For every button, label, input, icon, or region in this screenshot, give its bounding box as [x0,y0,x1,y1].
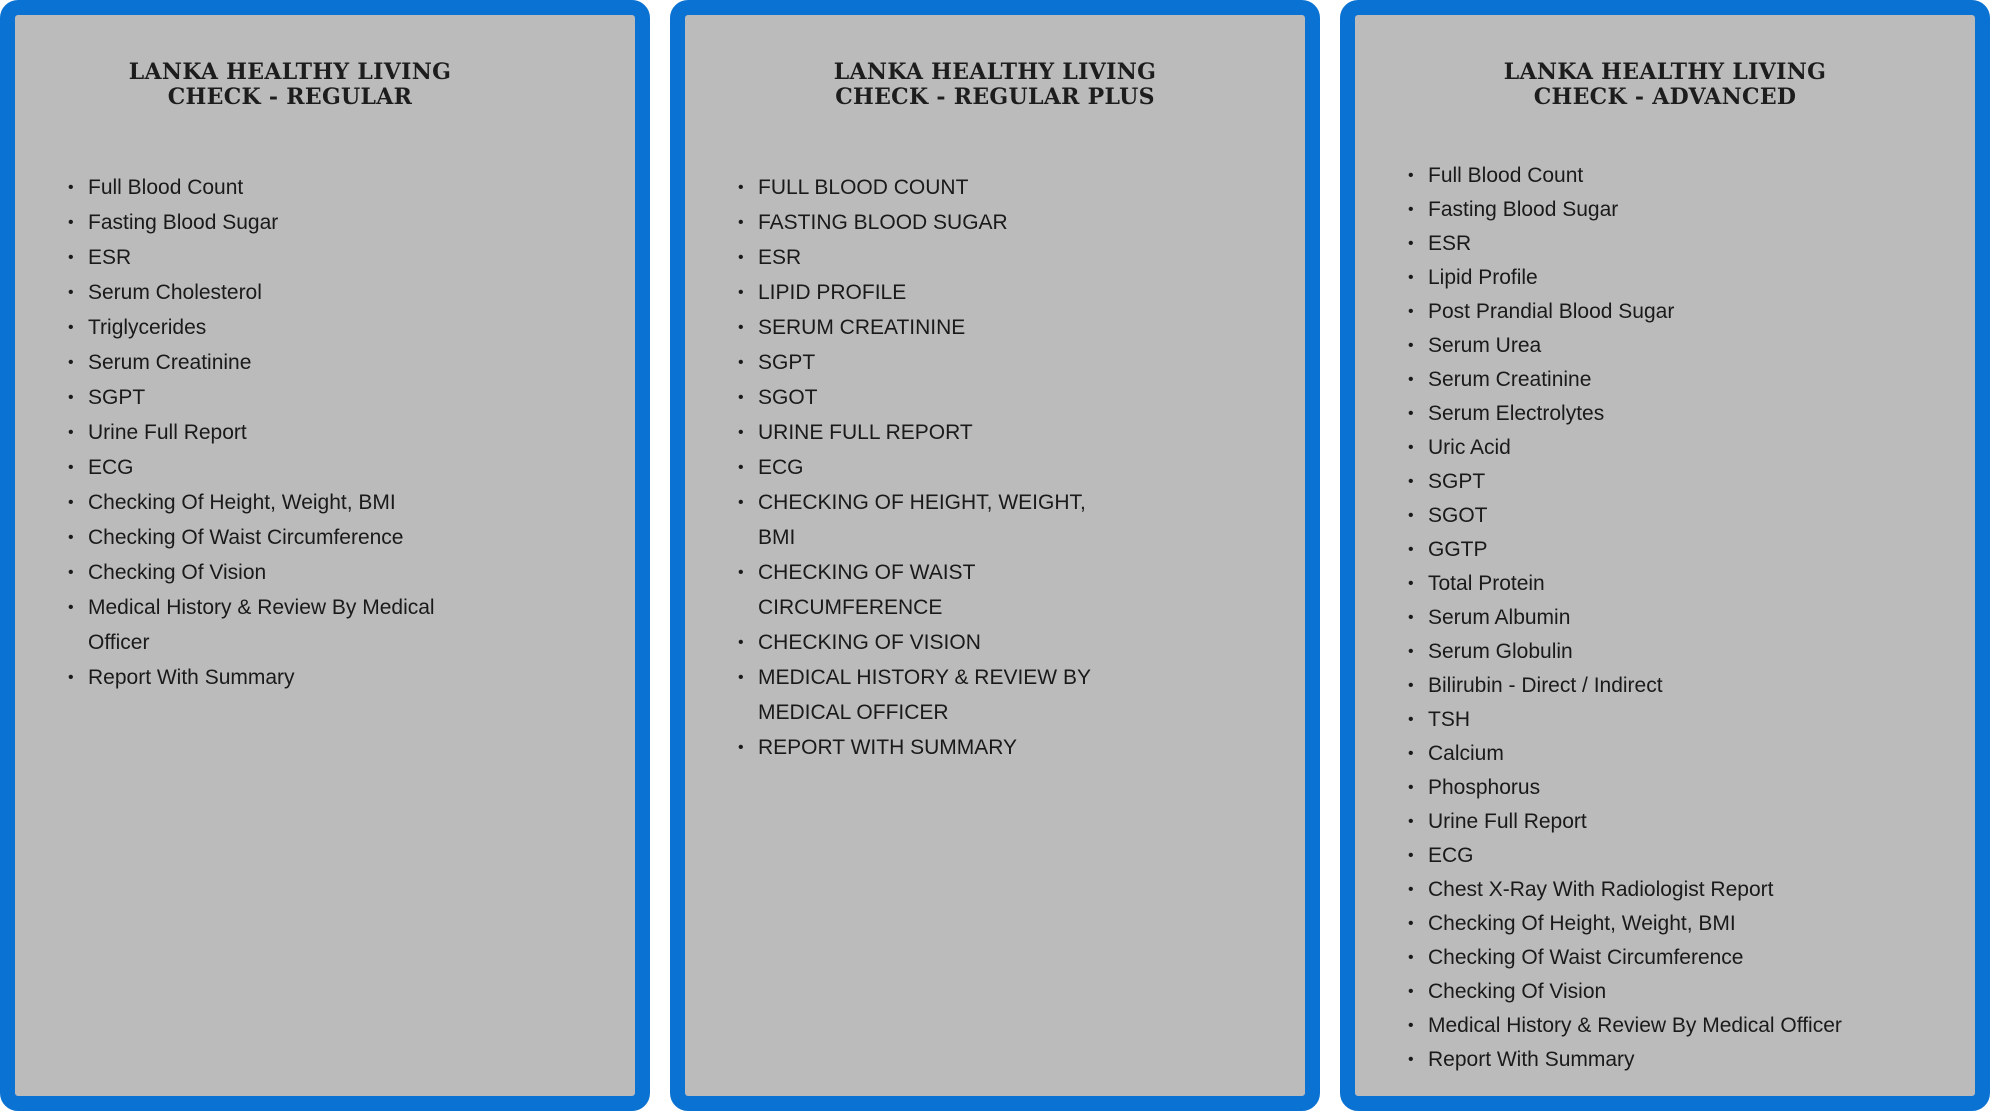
test-item: • SERUM CREATININE [738,310,1118,345]
package-title-line-1: LANKA HEALTHY LIVING [128,59,452,85]
package-title-line-2: CHECK - ADVANCED [1533,84,1797,110]
test-item: • SGPT [1408,465,1968,499]
test-item: • GGTP [1408,533,1968,567]
test-item: • ECG [738,450,1118,485]
test-item: • Report With Summary [1408,1043,1968,1077]
test-item: • Urine Full Report [1408,805,1968,839]
test-item: • Full Blood Count [68,170,448,205]
test-item: • Serum Albumin [1408,601,1968,635]
test-list [68,170,448,695]
package-title-line-1: LANKA HEALTHY LIVING [833,59,1157,85]
test-item: • SGOT [738,380,1118,415]
test-item: • Checking Of Vision [1408,975,1968,1009]
package-card-advanced [1340,0,1990,1111]
test-item: • Checking Of Waist Circumference [1408,941,1968,975]
test-list [1408,159,1968,1077]
test-item: • Bilirubin - Direct / Indirect [1408,669,1968,703]
test-item: • LIPID PROFILE [738,275,1118,310]
package-title [15,15,565,110]
package-title [1355,15,1975,110]
test-item: • Triglycerides [68,310,448,345]
test-item: • FULL BLOOD COUNT [738,170,1118,205]
test-item: • Serum Globulin [1408,635,1968,669]
package-card-regular [0,0,650,1111]
test-item: • ECG [68,450,448,485]
test-item: • CHECKING OF WAIST CIRCUMFERENCE [738,555,1118,625]
test-item: • FASTING BLOOD SUGAR [738,205,1118,240]
test-item: • ESR [1408,227,1968,261]
test-item: • Serum Electrolytes [1408,397,1968,431]
test-item: • Uric Acid [1408,431,1968,465]
test-item: • Medical History & Review By Medical Officer [68,590,448,660]
test-item: • SGOT [1408,499,1968,533]
test-item: • Chest X-Ray With Radiologist Report [1408,873,1968,907]
test-item: • Serum Urea [1408,329,1968,363]
test-item: • Fasting Blood Sugar [68,205,448,240]
test-item: • ESR [68,240,448,275]
test-item: • Phosphorus [1408,771,1968,805]
package-title-line-2: CHECK - REGULAR [167,84,413,110]
test-item: • SGPT [68,380,448,415]
test-item: • Report With Summary [68,660,448,695]
test-item: • REPORT WITH SUMMARY [738,730,1118,765]
test-item: • Serum Creatinine [68,345,448,380]
test-item: • Fasting Blood Sugar [1408,193,1968,227]
test-item: • Lipid Profile [1408,261,1968,295]
package-title [685,15,1305,110]
test-item: • Medical History & Review By Medical Officer [1408,1009,1968,1043]
test-item: • CHECKING OF VISION [738,625,1118,660]
test-item: • CHECKING OF HEIGHT, WEIGHT, BMI [738,485,1118,555]
test-item: • ESR [738,240,1118,275]
test-item: • MEDICAL HISTORY & REVIEW BY MEDICAL OFFICER [738,660,1118,730]
test-item: • Checking Of Waist Circumference [68,520,448,555]
test-item: • URINE FULL REPORT [738,415,1118,450]
test-item: • Serum Creatinine [1408,363,1968,397]
test-list [738,170,1118,765]
test-item: • Checking Of Vision [68,555,448,590]
test-item: • ECG [1408,839,1968,873]
test-item: • SGPT [738,345,1118,380]
package-title-line-2: CHECK - REGULAR PLUS [835,84,1155,110]
test-item: • Serum Cholesterol [68,275,448,310]
test-item: • Calcium [1408,737,1968,771]
test-item: • Full Blood Count [1408,159,1968,193]
test-item: • TSH [1408,703,1968,737]
test-item: • Urine Full Report [68,415,448,450]
package-title-line-1: LANKA HEALTHY LIVING [1503,59,1827,85]
test-item: • Total Protein [1408,567,1968,601]
package-card-regular-plus [670,0,1320,1111]
test-item: • Checking Of Height, Weight, BMI [68,485,448,520]
test-item: • Post Prandial Blood Sugar [1408,295,1968,329]
test-item: • Checking Of Height, Weight, BMI [1408,907,1968,941]
